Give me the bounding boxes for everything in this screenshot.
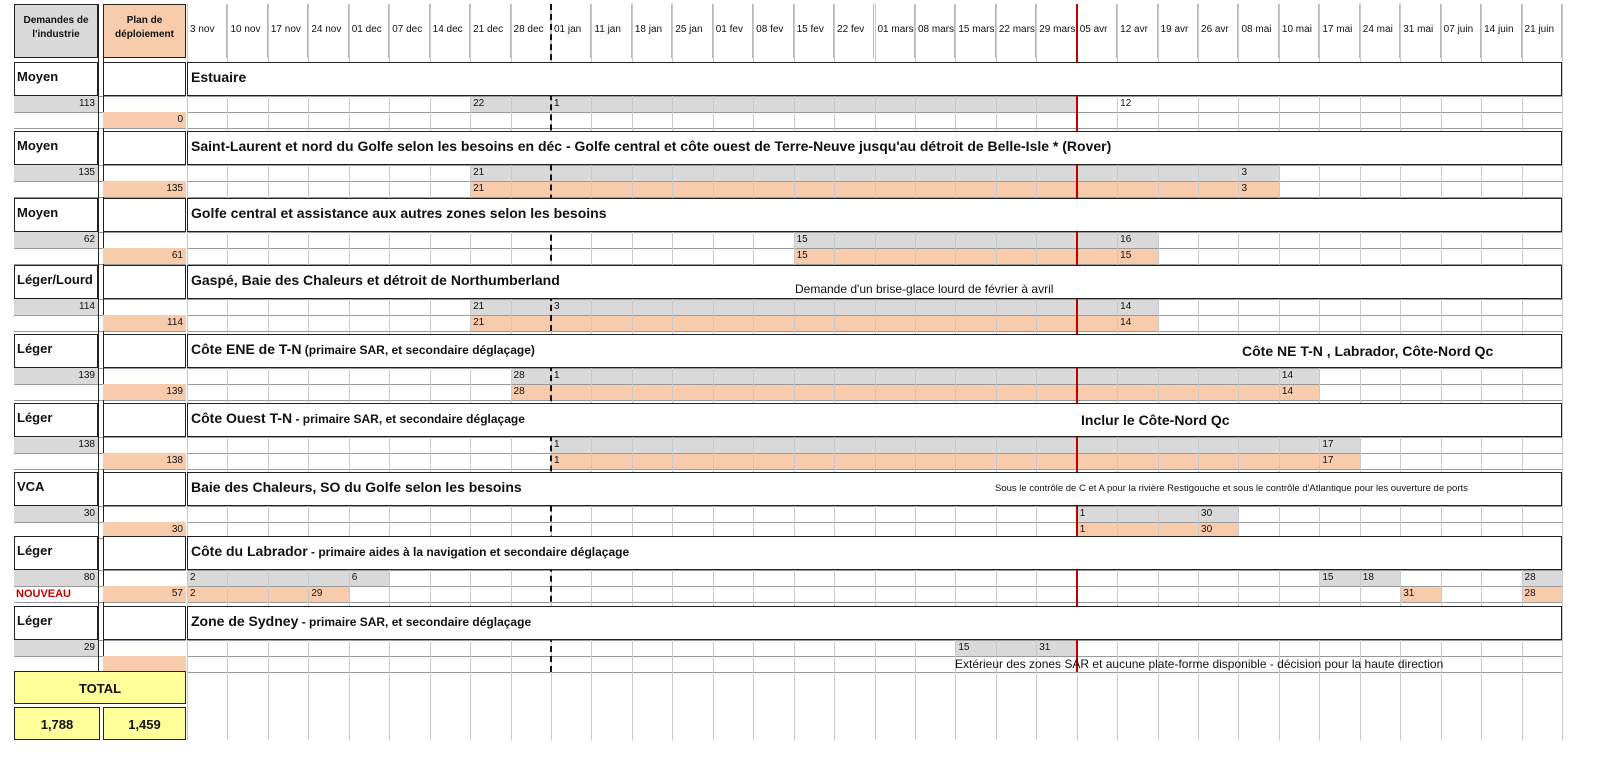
demand-date-label: 1 bbox=[553, 98, 560, 109]
demand-date-label: 28 bbox=[1524, 572, 1536, 583]
plan-date-label: 17 bbox=[1322, 455, 1334, 466]
plan-value: 135 bbox=[103, 181, 186, 197]
demand-value: 62 bbox=[14, 232, 98, 248]
header-industry-demand: Demandes de l'industrie bbox=[14, 4, 98, 58]
plan-bar bbox=[794, 248, 1158, 264]
section-note: Extérieur des zones SAR et aucune plate-forme disponible - décision pour la haute direction bbox=[955, 657, 1444, 671]
week-header: 01 jan bbox=[551, 4, 591, 58]
week-header: 07 dec bbox=[389, 4, 429, 58]
row-line bbox=[14, 602, 186, 603]
demand-bar bbox=[470, 96, 1077, 112]
week-header: 3 nov bbox=[187, 4, 227, 58]
week-header: 15 fev bbox=[794, 4, 834, 58]
demand-date-label: 15 bbox=[958, 642, 970, 653]
section-plan-cell bbox=[103, 472, 186, 506]
demand-value: 113 bbox=[14, 96, 98, 112]
plan-value bbox=[103, 656, 186, 672]
demand-date-label: 3 bbox=[1241, 167, 1248, 178]
demand-value: 80 bbox=[14, 570, 98, 586]
section-plan-cell bbox=[103, 198, 186, 232]
week-header: 08 fev bbox=[753, 4, 793, 58]
plan-date-label: 14 bbox=[1120, 317, 1132, 328]
plan-date-label: 28 bbox=[1524, 588, 1536, 599]
plan-date-label: 15 bbox=[1120, 250, 1132, 261]
plan-date-label: 1 bbox=[553, 455, 560, 466]
section-title-main: Gaspé, Baie des Chaleurs et détroit de Northumberland bbox=[191, 272, 560, 288]
plan-date-label: 28 bbox=[513, 386, 525, 397]
demand-date-label: 15 bbox=[1322, 572, 1334, 583]
demand-date-label: 2 bbox=[190, 572, 196, 583]
section-plan-cell bbox=[103, 131, 186, 165]
demand-value: 114 bbox=[14, 299, 98, 315]
plan-value: 139 bbox=[103, 384, 186, 400]
plan-date-label: 3 bbox=[1241, 183, 1248, 194]
demand-date-label: 6 bbox=[351, 572, 358, 583]
plan-value: 0 bbox=[103, 112, 186, 128]
section-title-sub: - primaire SAR, et secondaire déglaçage bbox=[292, 412, 525, 426]
section-level: VCA bbox=[17, 479, 45, 494]
section-note: Côte NE T-N , Labrador, Côte-Nord Qc bbox=[1242, 343, 1494, 359]
week-header: 22 fev bbox=[834, 4, 874, 58]
column-line bbox=[98, 4, 99, 672]
demand-date-label: 14 bbox=[1281, 370, 1294, 381]
week-header: 14 juin bbox=[1481, 4, 1521, 58]
demand-bar bbox=[470, 299, 1158, 315]
week-header: 22 mars bbox=[996, 4, 1036, 58]
section-title-sub: - primaire SAR, et secondaire déglaçage bbox=[298, 615, 532, 629]
nouveau-tag: NOUVEAU bbox=[16, 588, 72, 600]
week-header: 25 jan bbox=[672, 4, 712, 58]
section-title bbox=[187, 606, 531, 637]
section-title-sub: (primaire SAR, et secondaire déglaçage) bbox=[301, 343, 535, 357]
section-title-main: Golfe central et assistance aux autres zones selon les besoins bbox=[191, 205, 607, 221]
section-title bbox=[187, 131, 1111, 161]
plan-date-label: 21 bbox=[473, 317, 485, 328]
row-line bbox=[14, 400, 186, 401]
plan-date-label: 31 bbox=[1403, 588, 1415, 599]
total-demand: 1,788 bbox=[14, 707, 100, 740]
demand-date-label: 1 bbox=[1079, 508, 1086, 519]
week-header: 12 avr bbox=[1117, 4, 1157, 58]
demand-date-label: 17 bbox=[1322, 439, 1334, 450]
plan-value: 138 bbox=[103, 453, 186, 469]
demand-date-label: 28 bbox=[513, 370, 525, 381]
plan-date-label: 15 bbox=[796, 250, 808, 261]
section-title-sub: - primaire aides à la navigation et secondaire déglaçage bbox=[307, 545, 630, 559]
demand-value: 30 bbox=[14, 506, 98, 522]
demand-value: 138 bbox=[14, 437, 98, 453]
plan-value: 114 bbox=[103, 315, 186, 331]
section-level: Léger bbox=[17, 543, 53, 558]
demand-bar bbox=[955, 640, 1076, 656]
section-note: Sous le contrôle de C et A pour la rivière Restigouche et sous le contrôle d'Atlantique pour les ouverture de ports bbox=[995, 483, 1468, 494]
week-header: 31 mai bbox=[1400, 4, 1440, 58]
week-header: 24 nov bbox=[308, 4, 348, 58]
week-header: 01 dec bbox=[349, 4, 389, 58]
demand-date-label: 15 bbox=[796, 234, 808, 245]
week-header: 21 juin bbox=[1522, 4, 1562, 58]
plan-date-label: 21 bbox=[473, 183, 485, 194]
row-line bbox=[14, 331, 186, 332]
plan-date-label: 29 bbox=[311, 588, 323, 599]
demand-bar bbox=[187, 570, 389, 586]
week-header: 14 dec bbox=[430, 4, 470, 58]
column-line bbox=[1562, 4, 1563, 740]
section-title bbox=[187, 403, 525, 434]
section-plan-cell bbox=[103, 403, 186, 437]
demand-date-label: 1 bbox=[553, 439, 560, 450]
week-header: 01 mars bbox=[875, 4, 915, 58]
week-header: 10 nov bbox=[227, 4, 267, 58]
demand-date-label: 3 bbox=[553, 301, 560, 312]
header-deployment-plan: Plan de déploiement bbox=[103, 4, 186, 58]
section-title bbox=[187, 62, 246, 92]
demand-value: 29 bbox=[14, 640, 98, 656]
section-plan-cell bbox=[103, 265, 186, 299]
row-line bbox=[14, 128, 186, 129]
week-header: 08 mai bbox=[1238, 4, 1278, 58]
demand-date-label: 22 bbox=[473, 98, 485, 109]
week-header: 10 mai bbox=[1279, 4, 1319, 58]
demand-date-label: 31 bbox=[1039, 642, 1051, 653]
section-title-main: Côte du Labrador bbox=[191, 543, 308, 559]
week-header: 21 dec bbox=[470, 4, 510, 58]
demand-value: 135 bbox=[14, 165, 98, 181]
plan-date-label: 2 bbox=[190, 588, 196, 599]
week-header: 26 avr bbox=[1198, 4, 1238, 58]
plan-date-label: 30 bbox=[1201, 524, 1213, 535]
section-title-main: Côte Ouest T-N bbox=[191, 410, 293, 426]
demand-date-label: 1 bbox=[553, 370, 560, 381]
demand-bar bbox=[794, 232, 1158, 248]
section-title bbox=[187, 536, 629, 567]
demand-date-label: 21 bbox=[473, 167, 485, 178]
week-header: 01 fev bbox=[713, 4, 753, 58]
demand-date-label: 14 bbox=[1120, 301, 1132, 312]
section-level: Moyen bbox=[17, 69, 59, 84]
section-plan-cell bbox=[103, 334, 186, 368]
demand-date-label: 12 bbox=[1120, 98, 1132, 109]
demand-date-label: 16 bbox=[1120, 234, 1132, 245]
week-header: 19 avr bbox=[1158, 4, 1198, 58]
week-header: 05 avr bbox=[1077, 4, 1117, 58]
section-title-main: Côte ENE de T-N bbox=[191, 341, 302, 357]
total-plan: 1,459 bbox=[103, 707, 186, 740]
week-header: 15 mars bbox=[955, 4, 995, 58]
week-header: 07 juin bbox=[1441, 4, 1481, 58]
section-level: Moyen bbox=[17, 205, 59, 220]
week-header: 11 jan bbox=[591, 4, 631, 58]
plan-value: 61 bbox=[103, 248, 186, 264]
section-title-cell bbox=[187, 62, 1562, 96]
section-level: Moyen bbox=[17, 138, 59, 153]
week-header: 17 nov bbox=[268, 4, 308, 58]
demand-date-label: 30 bbox=[1201, 508, 1213, 519]
plan-value: 30 bbox=[103, 522, 186, 538]
section-level: Léger bbox=[17, 410, 53, 425]
section-title bbox=[187, 198, 607, 228]
section-level: Léger bbox=[17, 341, 53, 356]
section-note: Inclur le Côte-Nord Qc bbox=[1081, 412, 1230, 428]
section-plan-cell bbox=[103, 536, 186, 570]
demand-date-label: 18 bbox=[1362, 572, 1374, 583]
week-header: 17 mai bbox=[1319, 4, 1359, 58]
demand-date-label: 21 bbox=[473, 301, 485, 312]
section-title-main: Zone de Sydney bbox=[191, 613, 299, 629]
section-title-main: Saint-Laurent et nord du Golfe selon les besoins en déc - Golfe central et côte ouest de Terre-Neuve jusqu'au détroit de Belle-Isle * (Rover) bbox=[191, 138, 1112, 154]
section-title bbox=[187, 334, 535, 365]
week-header: 18 jan bbox=[632, 4, 672, 58]
week-header: 08 mars bbox=[915, 4, 955, 58]
week-header: 24 mai bbox=[1360, 4, 1400, 58]
plan-value: 57 bbox=[103, 586, 186, 602]
week-header: 29 mars bbox=[1036, 4, 1076, 58]
total-label: TOTAL bbox=[14, 671, 186, 704]
demand-value: 139 bbox=[14, 368, 98, 384]
plan-bar bbox=[470, 315, 1158, 331]
week-header: 28 dec bbox=[511, 4, 551, 58]
section-title bbox=[187, 472, 522, 502]
section-plan-cell bbox=[103, 62, 186, 96]
section-note: Demande d'un brise-glace lourd de février à avril bbox=[795, 282, 1054, 296]
section-title-main: Estuaire bbox=[191, 69, 247, 85]
row-line bbox=[14, 469, 186, 470]
section-level: Léger bbox=[17, 613, 53, 628]
plan-date-label: 14 bbox=[1281, 386, 1294, 397]
section-plan-cell bbox=[103, 606, 186, 640]
section-title-main: Baie des Chaleurs, SO du Golfe selon les besoins bbox=[191, 479, 522, 495]
section-title bbox=[187, 265, 560, 295]
plan-date-label: 1 bbox=[1079, 524, 1086, 535]
section-level: Léger/Lourd bbox=[17, 272, 93, 287]
